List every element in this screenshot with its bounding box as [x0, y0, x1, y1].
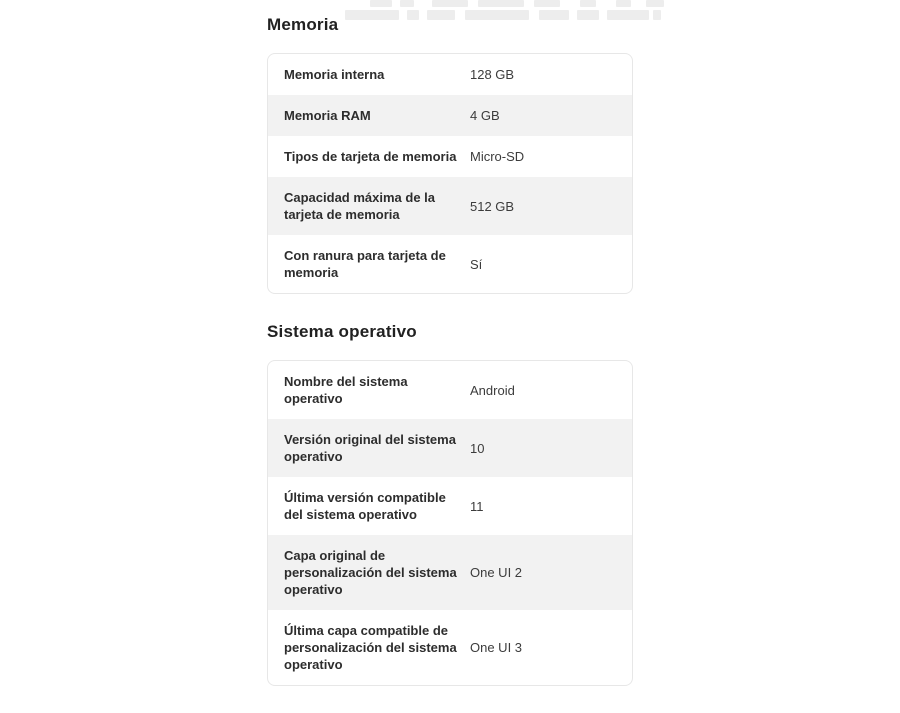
spec-label: Capa original de personalización del sistema operativo: [284, 548, 457, 597]
spec-value: 4 GB: [470, 108, 500, 123]
spec-label: Tipos de tarjeta de memoria: [284, 149, 457, 164]
spec-row-ultima-version: [268, 477, 632, 535]
spec-label: Última versión compatible del sistema operativo: [284, 490, 446, 522]
spec-value: Sí: [470, 256, 483, 272]
specs-content: [267, 14, 633, 713]
section-memoria: [267, 14, 633, 294]
clipped-content-fragments-top: [370, 0, 664, 7]
spec-row-capacidad-maxima: [268, 177, 632, 235]
clipped-text-fragment: [534, 0, 560, 7]
clipped-text-fragment: [616, 0, 631, 7]
spec-row-memoria-interna: [268, 54, 632, 95]
spec-label: Capacidad máxima de la tarjeta de memoria: [284, 190, 436, 222]
spec-value: 11: [470, 498, 484, 514]
section-title-memoria: Memoria: [267, 15, 339, 34]
spec-row-capa-original: [268, 535, 632, 610]
spec-row-version-original: [268, 419, 632, 477]
spec-row-tipos-tarjeta: [268, 136, 632, 177]
spec-value: Android: [470, 382, 515, 398]
spec-label: Memoria RAM: [284, 108, 371, 123]
clipped-text-fragment: [370, 0, 392, 7]
spec-value: Micro-SD: [470, 149, 525, 164]
spec-value: One UI 3: [470, 640, 523, 655]
spec-row-ranura-tarjeta: [268, 235, 632, 293]
spec-value: 512 GB: [470, 198, 515, 214]
clipped-text-fragment: [653, 10, 661, 20]
clipped-text-fragment: [580, 0, 596, 7]
spec-label: Nombre del sistema operativo: [284, 374, 408, 406]
spec-table-sistema-operativo: [267, 360, 633, 686]
spec-table-memoria: [267, 53, 633, 294]
spec-row-memoria-ram: [268, 95, 632, 136]
clipped-text-fragment: [400, 0, 414, 7]
spec-value: 128 GB: [470, 67, 515, 82]
spec-label: Última capa compatible de personalización del sistema operativo: [284, 623, 457, 672]
spec-label: Memoria interna: [284, 67, 385, 82]
spec-row-ultima-capa: [268, 610, 632, 685]
section-title-sistema-operativo: Sistema operativo: [267, 322, 417, 341]
spec-label: Versión original del sistema operativo: [284, 432, 456, 464]
spec-value: 10: [470, 440, 485, 456]
clipped-text-fragment: [646, 0, 664, 7]
clipped-text-fragment: [478, 0, 524, 7]
section-sistema-operativo: [267, 321, 633, 686]
spec-value: One UI 2: [470, 565, 523, 580]
spec-row-nombre-so: [268, 361, 632, 419]
spec-label: Con ranura para tarjeta de memoria: [284, 248, 446, 280]
clipped-text-fragment: [432, 0, 468, 7]
